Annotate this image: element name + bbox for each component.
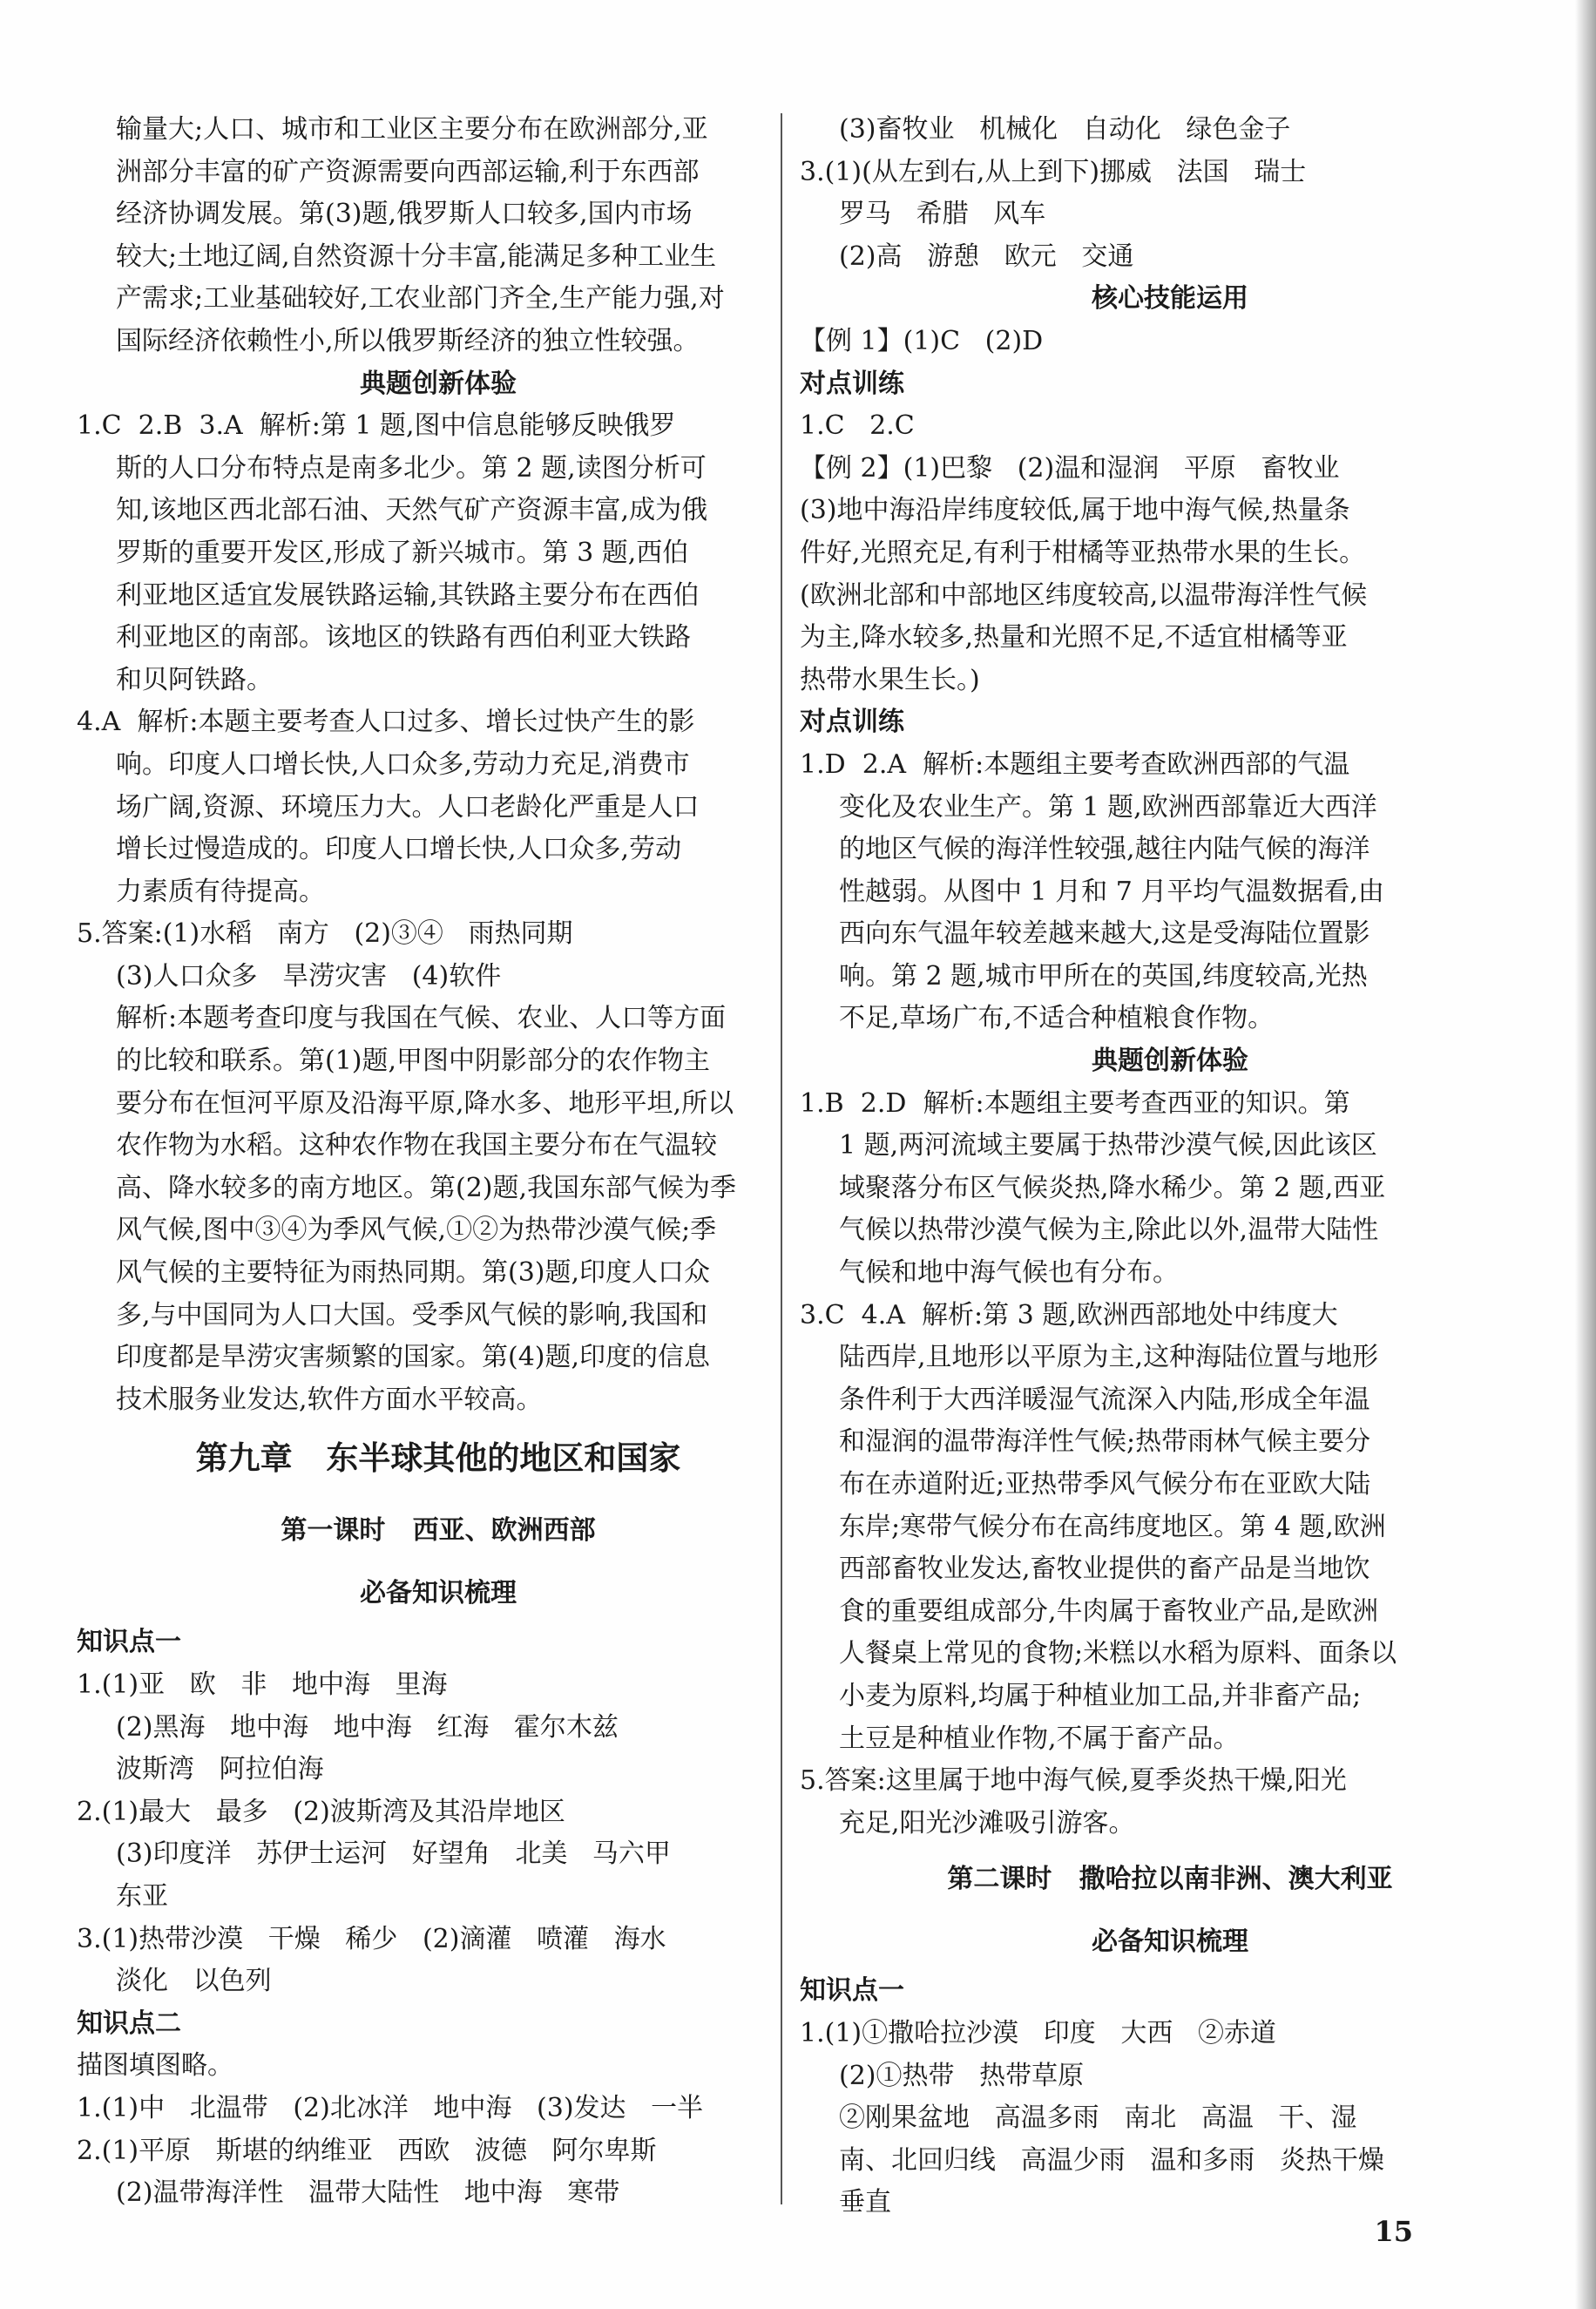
right-column-line: 响。第 2 题,城市甲所在的英国,纬度较高,光热: [839, 960, 1368, 992]
right-column-line: 罗马 希腊 风车: [839, 199, 1046, 230]
right-column-line: ②刚果盆地 高温多雨 南北 高温 干、湿: [839, 2102, 1357, 2134]
right-column-line: 东岸;寒带气候分布在高纬度地区。第 4 题,欧洲: [839, 1511, 1386, 1542]
right-column-line: 对点训练: [800, 368, 904, 399]
right-column-line: 南、北回归线 高温少雨 温和多雨 炎热干燥: [839, 2144, 1384, 2176]
right-column-line: 件好,光照充足,有利于柑橘等亚热带水果的生长。: [800, 537, 1366, 568]
right-column-line: 热带水果生长。): [800, 664, 980, 695]
left-column-line: 东亚: [116, 1880, 168, 1912]
left-column-line: 典题创新体验: [360, 368, 517, 399]
right-column-line: 1.D 2.A 解析:本题组主要考查欧洲西部的气温: [800, 748, 1350, 780]
left-column-line: 1.C 2.B 3.A 解析:第 1 题,图中信息能够反映俄罗: [77, 410, 676, 442]
right-column-line: 第二课时 撒哈拉以南非洲、澳大利亚: [947, 1864, 1393, 1895]
left-column-line: 解析:本题考查印度与我国在气候、农业、人口等方面: [116, 1003, 727, 1034]
left-column-line: 输量大;人口、城市和工业区主要分布在欧洲部分,亚: [116, 114, 708, 145]
left-column-line: 第一课时 西亚、欧洲西部: [281, 1515, 596, 1547]
left-column-line: 知识点二: [77, 2008, 181, 2039]
left-column-line: 农作物为水稻。这种农作物在我国主要分布在气温较: [116, 1130, 717, 1161]
left-column-line: 国际经济依赖性小,所以俄罗斯经济的独立性较强。: [116, 325, 700, 356]
left-column-line: 2.(1)最大 最多 (2)波斯湾及其沿岸地区: [77, 1796, 565, 1827]
left-column-line: 1.(1)中 北温带 (2)北冰洋 地中海 (3)发达 一半: [77, 2092, 704, 2123]
left-column-line: 印度都是旱涝灾害频繁的国家。第(4)题,印度的信息: [116, 1342, 711, 1373]
right-column-line: 1.B 2.D 解析:本题组主要考查西亚的知识。第: [800, 1087, 1350, 1119]
right-column-line: 气候和地中海气候也有分布。: [839, 1257, 1179, 1289]
right-column-line: 3.(1)(从左到右,从上到下)挪威 法国 瑞士: [800, 156, 1307, 187]
left-column-line: (3)人口众多 旱涝灾害 (4)软件: [116, 960, 502, 992]
right-column: [800, 109, 1540, 2224]
left-column-line: 利亚地区的南部。该地区的铁路有西伯利亚大铁路: [116, 622, 691, 653]
right-column-line: 3.C 4.A 解析:第 3 题,欧洲西部地处中纬度大: [800, 1299, 1338, 1331]
left-column-line: 和贝阿铁路。: [116, 664, 273, 695]
right-column-line: 【例 1】(1)C (2)D: [800, 325, 1044, 356]
right-column-line: 气候以热带沙漠气候为主,除此以外,温带大陆性: [839, 1215, 1379, 1246]
left-column-line: 1.(1)亚 欧 非 地中海 里海: [77, 1669, 448, 1700]
left-column-line: 风气候,图中③④为季风气候,①②为热带沙漠气候;季: [116, 1215, 717, 1246]
right-column-line: 布在赤道附近;亚热带季风气候分布在亚欧大陆: [839, 1469, 1371, 1500]
left-column-line: 波斯湾 阿拉伯海: [116, 1754, 324, 1785]
right-column-line: (欧洲北部和中部地区纬度较高,以温带海洋性气候: [800, 579, 1368, 611]
left-column-line: 5.答案:(1)水稻 南方 (2)③④ 雨热同期: [77, 918, 573, 950]
right-column-line: 垂直: [839, 2187, 891, 2218]
left-column-line: (2)温带海洋性 温带大陆性 地中海 寒带: [116, 2177, 620, 2209]
right-column-line: 核心技能运用: [1092, 283, 1248, 315]
left-column-line: 淡化 以色列: [116, 1966, 272, 1997]
left-column-line: 利亚地区适宜发展铁路运输,其铁路主要分布在西伯: [116, 579, 700, 611]
right-column-line: 条件利于大西洋暖湿气流深入内陆,形成全年温: [839, 1384, 1370, 1415]
page-edge-shadow: [1575, 0, 1596, 2309]
right-column-line: 小麦为原料,均属于种植业加工品,并非畜产品;: [839, 1680, 1362, 1711]
right-column-line: 必备知识梳理: [1092, 1926, 1248, 1958]
right-column-line: 1.C 2.C: [800, 410, 915, 442]
left-column-line: 技术服务业发达,软件方面水平较高。: [116, 1384, 543, 1415]
left-column-line: 知识点一: [77, 1627, 181, 1658]
left-column-line: 罗斯的重要开发区,形成了新兴城市。第 3 题,西伯: [116, 537, 689, 568]
left-column-line: 增长过慢造成的。印度人口增长快,人口众多,劳动: [116, 834, 682, 865]
left-column-line: 力素质有待提高。: [116, 876, 325, 907]
right-column-line: 【例 2】(1)巴黎 (2)温和湿润 平原 畜牧业: [800, 452, 1340, 484]
left-column-line: 高、降水较多的南方地区。第(2)题,我国东部气候为季: [116, 1172, 737, 1203]
right-column-line: 典题创新体验: [1092, 1046, 1248, 1077]
left-column-line: 较大;土地辽阔,自然资源十分丰富,能满足多种工业生: [116, 240, 717, 272]
page-number: 15: [1374, 2215, 1413, 2248]
left-column-line: (2)黑海 地中海 地中海 红海 霍尔木兹: [116, 1711, 619, 1743]
right-column-line: 和湿润的温带海洋性气候;热带雨林气候主要分: [839, 1426, 1371, 1458]
right-column-line: 为主,降水较多,热量和光照不足,不适宜柑橘等亚: [800, 622, 1348, 653]
column-divider: [781, 113, 782, 2204]
right-column-line: 食的重要组成部分,牛肉属于畜牧业产品,是欧洲: [839, 1595, 1379, 1627]
left-column-line: 要分布在恒河平原及沿海平原,降水多、地形平坦,所以: [116, 1087, 734, 1119]
right-column-line: (3)畜牧业 机械化 自动化 绿色金子: [839, 114, 1291, 145]
right-column-line: 知识点一: [800, 1975, 904, 2007]
right-column-line: (2)高 游憩 欧元 交通: [839, 240, 1134, 272]
left-column-line: 的比较和联系。第(1)题,甲图中阴影部分的农作物主: [116, 1046, 711, 1077]
right-column-line: 充足,阳光沙滩吸引游客。: [839, 1807, 1135, 1838]
left-column-line: 第九章 东半球其他的地区和国家: [195, 1439, 681, 1478]
right-column-line: 土豆是种植业作物,不属于畜产品。: [839, 1723, 1240, 1754]
left-column-line: 经济协调发展。第(3)题,俄罗斯人口较多,国内市场: [116, 199, 693, 230]
left-column-line: 4.A 解析:本题主要考查人口过多、增长过快产生的影: [77, 707, 695, 738]
right-column-line: 5.答案:这里属于地中海气候,夏季炎热干燥,阳光: [800, 1765, 1347, 1797]
left-column-line: 知,该地区西北部石油、天然气矿产资源丰富,成为俄: [116, 495, 708, 526]
left-column-line: 描图填图略。: [77, 2050, 233, 2082]
right-column-line: (2)①热带 热带草原: [839, 2060, 1085, 2091]
left-column: [77, 109, 800, 2215]
left-column-line: 响。印度人口增长快,人口众多,劳动力充足,消费市: [116, 748, 690, 780]
left-column-line: 洲部分丰富的矿产资源需要向西部运输,利于东西部: [116, 156, 700, 187]
left-column-line: (3)印度洋 苏伊士运河 好望角 北美 马六甲: [116, 1838, 671, 1870]
left-column-line: 2.(1)平原 斯堪的纳维亚 西欧 波德 阿尔卑斯: [77, 2135, 657, 2166]
right-column-line: 1 题,两河流域主要属于热带沙漠气候,因此该区: [839, 1130, 1377, 1161]
left-column-line: 多,与中国同为人口大国。受季风气候的影响,我国和: [116, 1299, 708, 1331]
right-column-line: 不足,草场广布,不适合种植粮食作物。: [839, 1003, 1275, 1034]
left-column-line: 场广阔,资源、环境压力大。人口老龄化严重是人口: [116, 791, 700, 823]
left-column-line: 产需求;工业基础较好,工农业部门齐全,生产能力强,对: [116, 283, 725, 315]
left-column-line: 必备知识梳理: [360, 1578, 517, 1609]
left-column-line: 风气候的主要特征为雨热同期。第(3)题,印度人口众: [116, 1257, 711, 1289]
right-column-line: 西向东气温年较差越来越大,这是受海陆位置影: [839, 918, 1370, 950]
right-column-line: 性越弱。从图中 1 月和 7 月平均气温数据看,由: [839, 876, 1384, 907]
right-column-line: 1.(1)①撒哈拉沙漠 印度 大西 ②赤道: [800, 2017, 1276, 2048]
left-column-line: 斯的人口分布特点是南多北少。第 2 题,读图分析可: [116, 452, 707, 484]
right-column-line: (3)地中海沿岸纬度较低,属于地中海气候,热量条: [800, 495, 1350, 526]
right-column-line: 变化及农业生产。第 1 题,欧洲西部靠近大西洋: [839, 791, 1377, 823]
right-column-line: 的地区气候的海洋性较强,越往内陆气候的海洋: [839, 834, 1370, 865]
right-column-line: 陆西岸,且地形以平原为主,这种海陆位置与地形: [839, 1342, 1379, 1373]
right-column-line: 西部畜牧业发达,畜牧业提供的畜产品是当地饮: [839, 1554, 1370, 1585]
right-column-line: 对点训练: [800, 707, 904, 738]
right-column-line: 人餐桌上常见的食物;米糕以水稻为原料、面条以: [839, 1638, 1397, 1669]
left-column-line: 3.(1)热带沙漠 干燥 稀少 (2)滴灌 喷灌 海水: [77, 1923, 666, 1954]
right-column-line: 域聚落分布区气候炎热,降水稀少。第 2 题,西亚: [839, 1172, 1386, 1203]
